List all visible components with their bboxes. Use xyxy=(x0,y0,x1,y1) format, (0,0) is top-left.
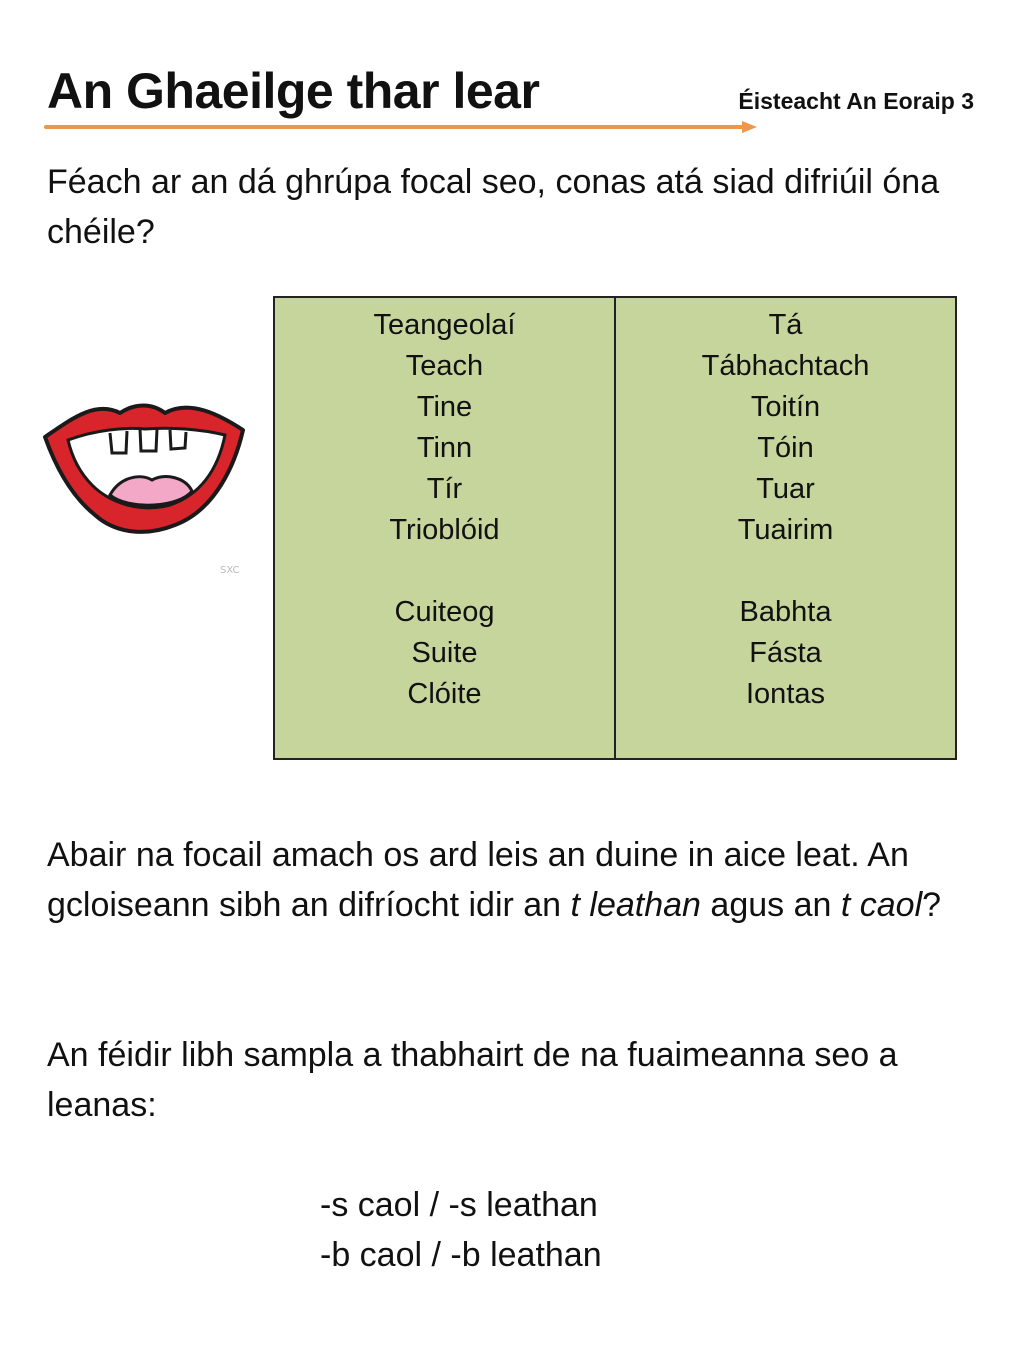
instruction-text: Abair na focail amach os ard leis an duine in aice leat. An gcloiseann sibh an difríocht idir an xyxy=(47,836,909,924)
word: Clóite xyxy=(407,678,482,710)
sound-pair: -s caol / -s leathan xyxy=(320,1186,598,1224)
word: Teach xyxy=(405,350,484,382)
term-t-caol: t caol xyxy=(840,886,923,924)
table-column-right xyxy=(614,298,955,758)
word: Tír xyxy=(426,473,463,505)
sound-list xyxy=(320,1180,602,1280)
word: Toitín xyxy=(750,391,821,423)
term-t-leathan: t leathan xyxy=(570,886,701,924)
instruction-paragraph xyxy=(47,830,987,930)
word: Tine xyxy=(416,391,473,423)
word: Trioblóid xyxy=(389,514,500,546)
word: Tinn xyxy=(416,432,473,464)
word: Tá xyxy=(768,309,803,341)
word: Tóin xyxy=(757,432,814,464)
word: Tábhachtach xyxy=(701,350,870,382)
word: Suite xyxy=(411,637,478,669)
instruction-text: agus an xyxy=(700,886,841,924)
word: Cuiteog xyxy=(394,596,495,628)
word: Teangeolaí xyxy=(373,309,516,341)
mouth-icon xyxy=(40,385,250,550)
word: Tuar xyxy=(756,473,815,505)
instruction-text: ? xyxy=(922,886,942,924)
word: Iontas xyxy=(746,678,825,710)
table-column-left xyxy=(275,298,614,758)
word: Tuairim xyxy=(737,514,834,546)
title-underline-arrow xyxy=(44,118,759,138)
sound-pair: -b caol / -b leathan xyxy=(320,1236,602,1274)
page-title: An Ghaeilge thar lear xyxy=(47,63,540,119)
question-paragraph: An féidir libh sampla a thabhairt de na fuaimeanna seo a leanas: xyxy=(47,1036,898,1124)
image-watermark: SXC xyxy=(220,565,240,576)
intro-paragraph: Féach ar an dá ghrúpa focal seo, conas atá siad difriúil óna chéile? xyxy=(47,163,940,251)
word-table xyxy=(273,296,957,760)
page-subtitle: Éisteacht An Eoraip 3 xyxy=(738,88,974,114)
word: Babhta xyxy=(739,596,832,628)
word: Fásta xyxy=(749,637,822,669)
